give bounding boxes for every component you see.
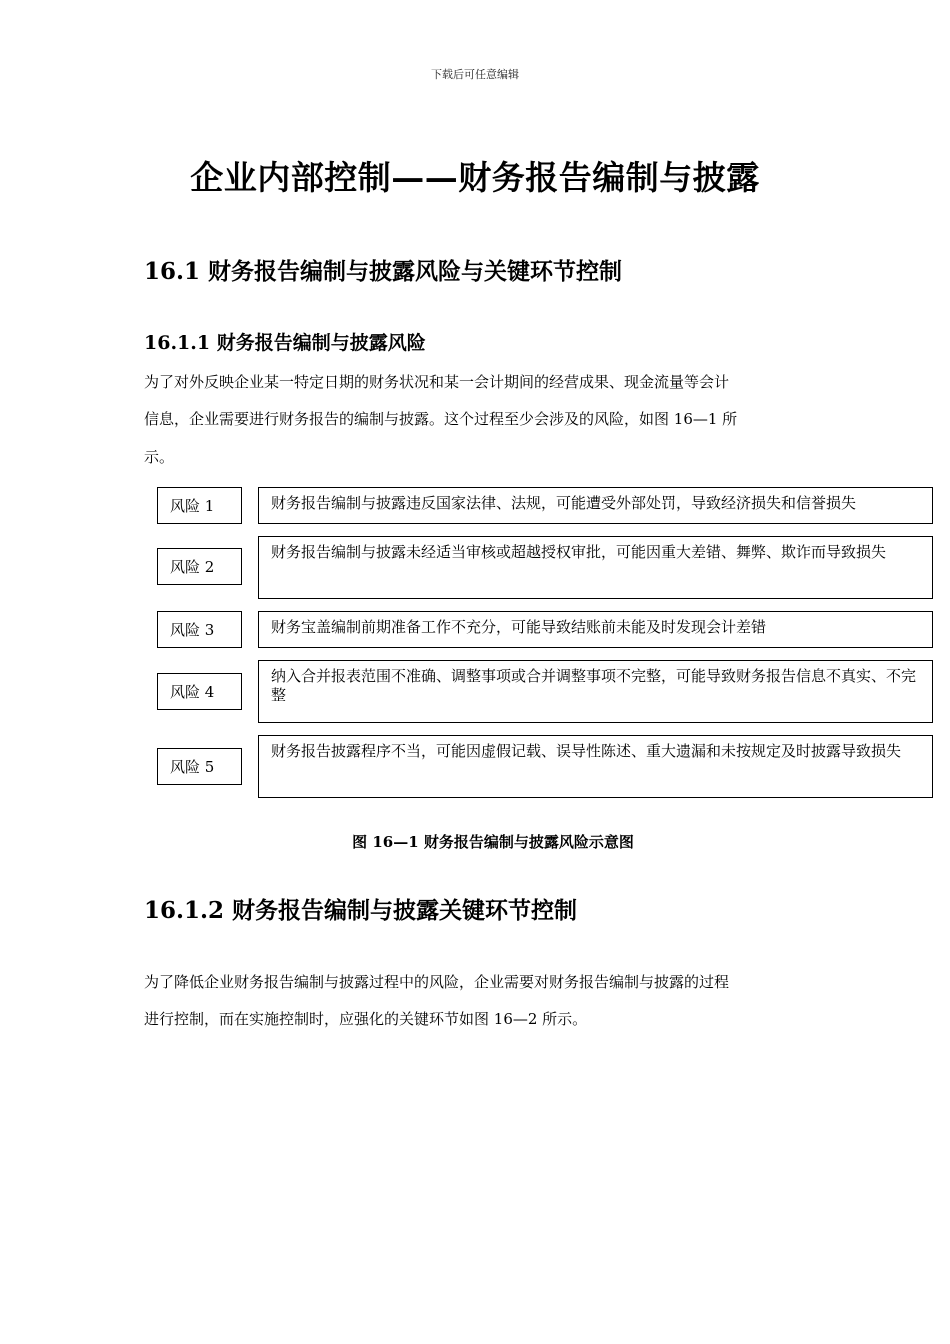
section-heading-16-1: 16.1 财务报告编制与披露风险与关键环节控制 (144, 258, 623, 285)
risk-description-4: 纳入合并报表范围不准确、调整事项或合并调整事项不完整，可能导致财务报告信息不真实、不完整 (258, 660, 933, 723)
risk-label-4: 风险 4 (157, 673, 242, 710)
paragraph-line: 信息，企业需要进行财务报告的编制与披露。这个过程至少会涉及的风险，如图 16—1 所 (144, 410, 738, 428)
risk-label-2: 风险 2 (157, 548, 242, 585)
figure-caption: 图 16—1 财务报告编制与披露风险示意图 (352, 833, 634, 851)
risk-description-3: 财务宝盖编制前期准备工作不充分，可能导致结账前未能及时发现会计差错 (258, 611, 933, 648)
paragraph-line: 示。 (144, 448, 175, 466)
paragraph-line: 为了对外反映企业某一特定日期的财务状况和某一会计期间的经营成果、现金流量等会计 (144, 373, 730, 391)
page-header-note: 下载后可任意编辑 (431, 68, 519, 81)
risk-label-3: 风险 3 (157, 611, 242, 648)
risk-description-2: 财务报告编制与披露未经适当审核或超越授权审批，可能因重大差错、舞弊、欺诈而导致损失 (258, 536, 933, 599)
risk-label-1: 风险 1 (157, 487, 242, 524)
paragraph-line: 进行控制，而在实施控制时，应强化的关键环节如图 16—2 所示。 (144, 1010, 588, 1028)
document-title: 企业内部控制——财务报告编制与披露 (190, 158, 760, 197)
subsection-heading-16-1-2: 16.1.2 财务报告编制与披露关键环节控制 (144, 897, 578, 924)
risk-label-5: 风险 5 (157, 748, 242, 785)
paragraph-line: 为了降低企业财务报告编制与披露过程中的风险，企业需要对财务报告编制与披露的过程 (144, 973, 730, 991)
risk-description-5: 财务报告披露程序不当，可能因虚假记载、误导性陈述、重大遗漏和未按规定及时披露导致损失 (258, 735, 933, 798)
risk-description-1: 财务报告编制与披露违反国家法律、法规，可能遭受外部处罚，导致经济损失和信誉损失 (258, 487, 933, 524)
subsection-heading-16-1-1: 16.1.1 财务报告编制与披露风险 (144, 332, 426, 354)
